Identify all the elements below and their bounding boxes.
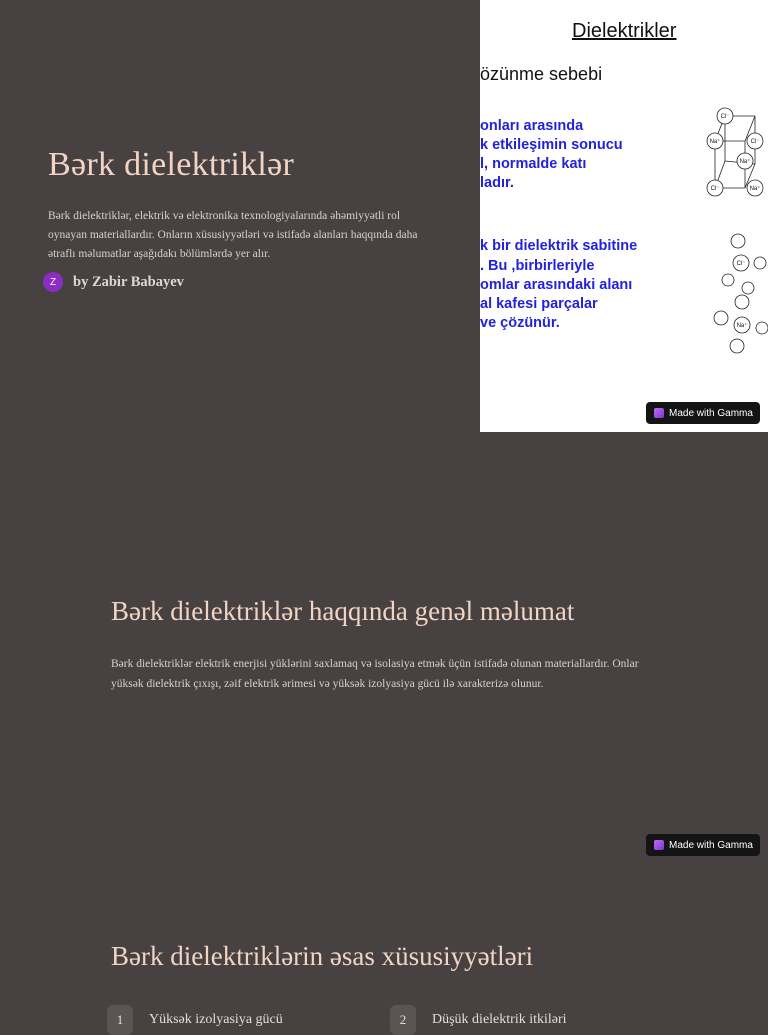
item-label: Yüksək izolyasiya gücü xyxy=(149,1012,283,1027)
section-description: Bərk dielektriklər elektrik enerjisi yüklərini saxlamaq və isolasiya etmək üçün istifadə olunan materiallardır. Onlar yüksək dielektrik çıxışı, zəif elektrik ərimesi və yüksək izolyasiya gücü ilə xarakterizə olunur. xyxy=(111,658,639,690)
slide-image-subtitle: özünme sebebi xyxy=(480,64,603,84)
slide-image-text-line: . Bu ,birbirleriyle xyxy=(480,258,595,274)
ion-label: Cl⁻ xyxy=(720,114,730,120)
hydrated-ions-icon xyxy=(708,228,768,356)
author-byline xyxy=(43,272,184,292)
slide-image-text-line: omlar arasındaki alanı xyxy=(480,277,633,293)
item-number: 1 xyxy=(107,1005,133,1035)
gamma-logo-icon xyxy=(654,840,664,850)
slide-image-text-line: al kafesi parçalar xyxy=(480,296,598,312)
slide-image-text-line: onları arasında xyxy=(480,118,584,134)
section-title: Bərk dielektriklər haqqında genəl məlumat xyxy=(111,596,575,626)
slide-image-text-line: k bir dielektrik sabitine xyxy=(480,238,638,254)
avatar: Z xyxy=(43,272,63,292)
slide-image-text-line: ve çözünür. xyxy=(480,315,560,331)
slide-image xyxy=(480,0,768,432)
list-item xyxy=(107,1005,283,1035)
author-name: by Zabir Babayev xyxy=(73,273,184,290)
gamma-logo-icon xyxy=(654,408,664,418)
ion-label: Cl⁻ xyxy=(750,139,760,145)
item-number: 2 xyxy=(390,1005,416,1035)
list-item xyxy=(390,1005,567,1035)
slide-image-text-line: ladır. xyxy=(480,175,514,191)
slide-image-text-line: k etkileşimin sonucu xyxy=(480,137,623,153)
item-label: Düşük dielektrik itkiləri xyxy=(432,1012,567,1027)
ion-label: Cl⁻ xyxy=(710,186,720,192)
made-with-gamma-badge[interactable] xyxy=(646,834,760,856)
ion-label: Na⁺ xyxy=(736,323,748,329)
badge-label: Made with Gamma xyxy=(669,839,753,851)
ion-label: Na⁺ xyxy=(749,186,761,192)
made-with-gamma-badge[interactable] xyxy=(646,402,760,424)
hero-description: Bərk dielektriklər, elektrik və elektronika texnologiyalarında əhəmiyyətli rol oynayan materiallardır. Onların xüsusiyyətləri və istifadə alanları haqqında daha ətraflı məlumatlar aşağıdakı bölümlərdə yer alır. xyxy=(48,210,418,260)
page-title: Bərk dielektriklər xyxy=(48,146,295,183)
ion-label: Na⁺ xyxy=(709,139,721,145)
crystal-lattice-icon xyxy=(705,106,768,201)
badge-label: Made with Gamma xyxy=(669,407,753,419)
slide-image-title: Dielektrikler xyxy=(572,20,677,42)
slide-image-text-line: l, normalde katı xyxy=(480,156,587,172)
ion-label: Na⁺ xyxy=(739,159,751,165)
ion-label: Cl⁻ xyxy=(736,261,746,267)
section-title: Bərk dielektriklərin əsas xüsusiyyətləri xyxy=(111,941,534,971)
